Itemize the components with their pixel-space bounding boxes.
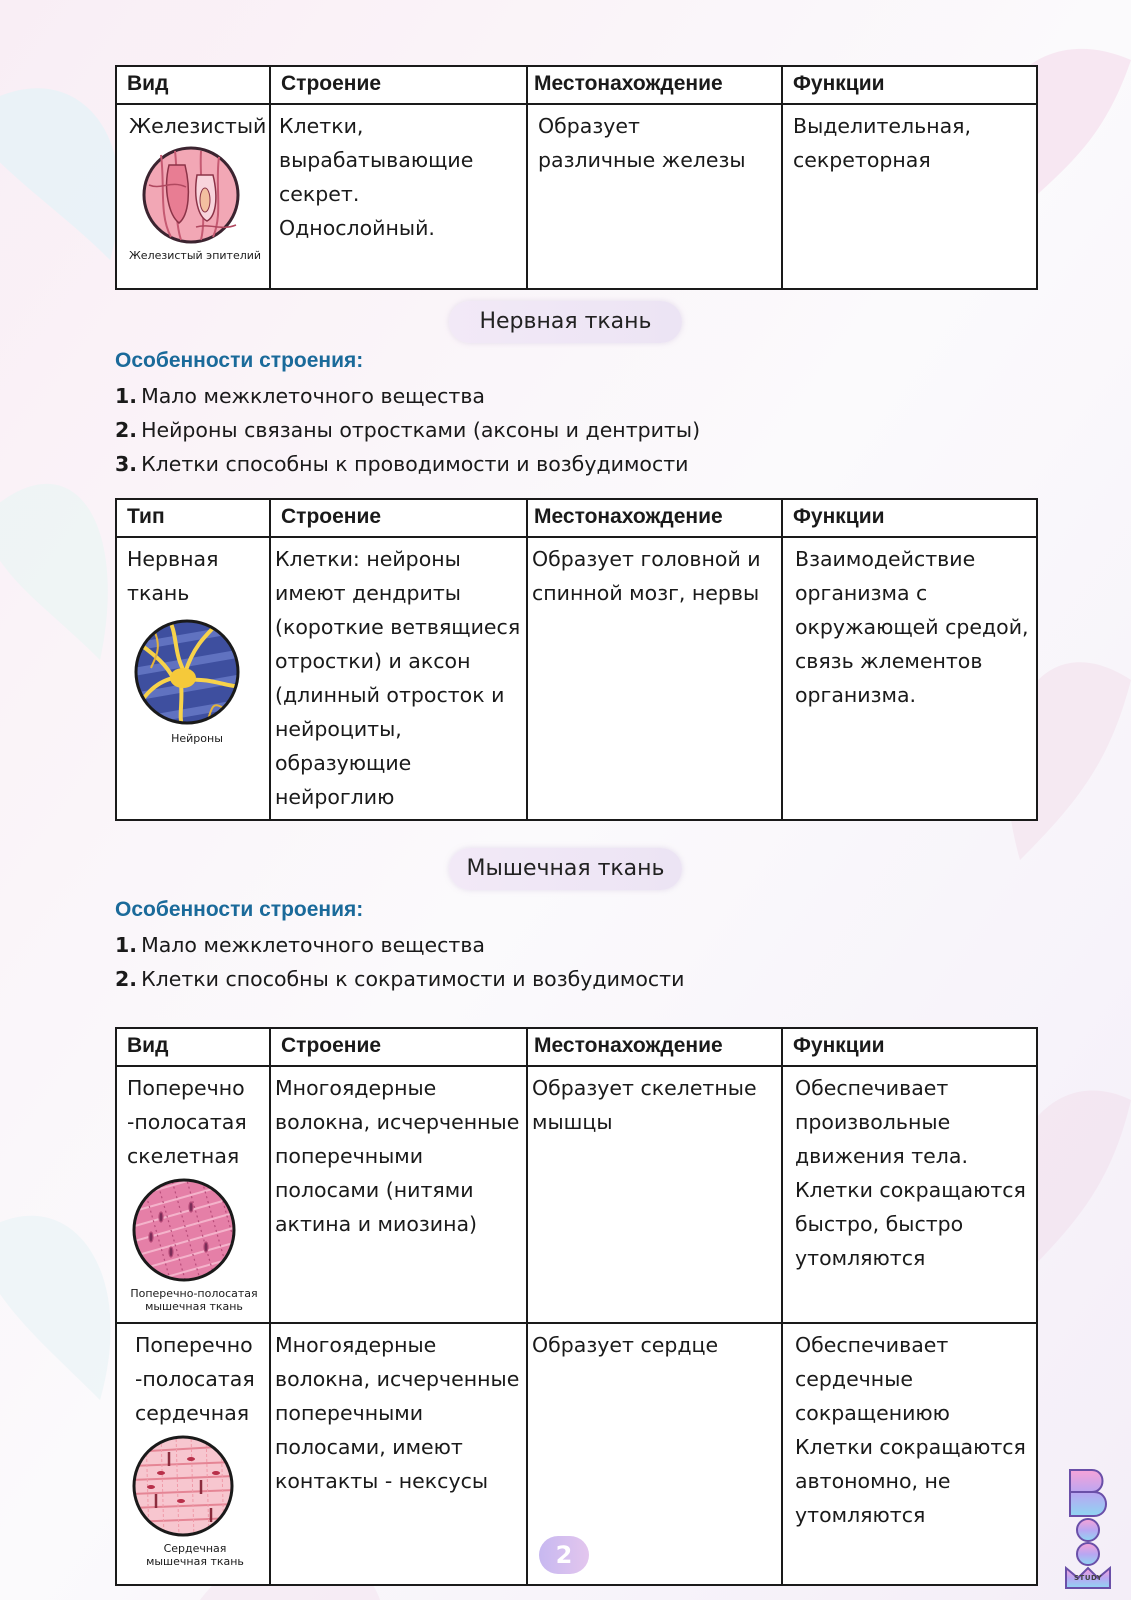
text-line: Обеспечивает [795,1333,949,1357]
header-cell: Строение [270,1028,527,1066]
table-header-row [116,499,1037,537]
text-line: Взаимодействие [795,547,976,571]
caption-line: Поперечно-полосатая [130,1287,258,1300]
text-line: Обеспечивает [795,1076,949,1100]
type-label: сердечная [135,1401,250,1425]
text-line: утомляются [795,1503,926,1527]
location-cell [527,537,782,820]
header-cell: Вид [116,66,270,104]
text-line: сердечные [795,1367,913,1391]
illustration-caption: Нейроны [171,732,223,745]
text-line: Клетки сокращаются [795,1435,1026,1459]
type-label: -полосатая [127,1110,247,1134]
feature-number: 2. [115,967,138,991]
type-label: Железистый [129,114,267,138]
functions-cell [782,1323,1037,1585]
glandular-table [115,65,1038,290]
caption-line: мышечная ткань [146,1555,244,1568]
text-line: автономно, не [795,1469,951,1493]
text-line: мышцы [532,1110,613,1134]
feature-text: Мало межклеточного вещества [141,933,485,957]
illustration-caption: Железистый эпителий [128,249,262,262]
text-line: Образует головной и [532,547,761,571]
text-line: быстро, быстро [795,1212,964,1236]
header-cell: Строение [270,66,527,104]
text-line: волокна, исчерченные [275,1367,520,1391]
text-line: окружающей средой, [795,615,1029,639]
feature-item [115,383,485,409]
type-label: Поперечно [127,1076,245,1100]
header-cell: Местонахождение [527,1028,782,1066]
structure-cell [270,104,527,289]
text-line: Клетки, [279,114,364,138]
feature-number: 1. [115,933,138,957]
text-line: спинной мозг, нервы [532,581,760,605]
text-line: поперечными [275,1401,424,1425]
text-line: поперечными [275,1144,424,1168]
text-line: нейроциты, [275,717,402,741]
text-line: нейроглию [275,785,395,809]
features-title: Особенности строения: [115,898,364,921]
page-number: 2 [539,1536,589,1574]
caption-line: мышечная ткань [145,1300,243,1313]
text-line: различные железы [538,148,746,172]
type-cell [116,1066,270,1323]
functions-cell [782,1066,1037,1323]
type-label: Поперечно [135,1333,253,1357]
header-cell: Вид [116,1028,270,1066]
muscle-table [115,1027,1038,1586]
section-title-nerve: Нервная ткань [449,301,682,343]
feature-number: 1. [115,384,138,408]
illustration-caption [119,1287,269,1313]
header-cell: Функции [782,66,1037,104]
text-line: имеют дендриты [275,581,461,605]
text-line: Многоядерные [275,1076,437,1100]
feature-item [115,932,485,958]
feature-text: Нейроны связаны отростками (аксоны и дентриты) [141,418,701,442]
text-line: Однослойный. [279,216,435,240]
feature-item [115,451,689,477]
caption-line: Сердечная [163,1542,227,1555]
text-line: Образует сердце [532,1333,719,1357]
type-cell [116,537,270,820]
text-line: актина и миозина) [275,1212,478,1236]
functions-cell [782,537,1037,820]
text-line: Клетки: нейроны [275,547,461,571]
feature-item [115,966,684,992]
location-cell [527,104,782,289]
structure-cell [270,1066,527,1323]
text-line: Выделительная, [793,114,972,138]
features-title: Особенности строения: [115,349,364,372]
text-line: отростки) и аксон [275,649,471,673]
text-line: секрет. [279,182,360,206]
header-cell: Функции [782,499,1037,537]
header-cell: Тип [116,499,270,537]
boom-study-logo [1060,1464,1116,1592]
type-label: скелетная [127,1144,240,1168]
table-header-row [116,66,1037,104]
type-cell [116,104,270,289]
section-title-muscle: Мышечная ткань [449,848,682,890]
text-line: Клетки сокращаются [795,1178,1026,1202]
structure-cell [270,1323,527,1585]
feature-item [115,417,700,443]
text-line: (длинный отросток и [275,683,505,707]
brand-subtitle: STUDY [1074,1574,1103,1582]
text-line: Образует [538,114,640,138]
text-line: произвольные [795,1110,951,1134]
text-line: образующие [275,751,412,775]
text-line: организма. [795,683,917,707]
type-label: ткань [127,581,190,605]
feature-text: Клетки способны к проводимости и возбудимости [141,452,689,476]
text-line: связь жлементов [795,649,983,673]
feature-number: 3. [115,452,138,476]
text-line: полосами (нитями [275,1178,474,1202]
cardiac-muscle-illustration [131,1434,235,1538]
text-line: контакты - нексусы [275,1469,489,1493]
text-line: утомляются [795,1246,926,1270]
header-cell: Местонахождение [527,499,782,537]
header-cell: Местонахождение [527,66,782,104]
text-line: полосами, имеют [275,1435,463,1459]
text-line: секреторная [793,148,931,172]
table-row [116,537,1037,820]
header-cell: Строение [270,499,527,537]
text-line: Образует скелетные [532,1076,757,1100]
text-line: волокна, исчерченные [275,1110,520,1134]
feature-text: Мало межклеточного вещества [141,384,485,408]
type-label: Нервная [127,547,219,571]
text-line: (короткие ветвящиеся [275,615,521,639]
type-cell [116,1323,270,1585]
skeletal-muscle-illustration [131,1177,237,1283]
table-header-row [116,1028,1037,1066]
table-row [116,104,1037,289]
feature-number: 2. [115,418,138,442]
text-line: вырабатывающие [279,148,474,172]
table-row [116,1066,1037,1323]
text-line: сокращениюю [795,1401,950,1425]
text-line: движения тела. [795,1144,968,1168]
glandular-epithelium-illustration [141,145,241,245]
structure-cell [270,537,527,820]
feature-text: Клетки способны к сократимости и возбудимости [141,967,685,991]
location-cell [527,1066,782,1323]
nerve-table [115,498,1038,821]
header-cell: Функции [782,1028,1037,1066]
functions-cell [782,104,1037,289]
text-line: организма с [795,581,928,605]
text-line: Многоядерные [275,1333,437,1357]
illustration-caption [123,1542,267,1568]
neurons-illustration [133,618,241,726]
type-label: -полосатая [135,1367,255,1391]
